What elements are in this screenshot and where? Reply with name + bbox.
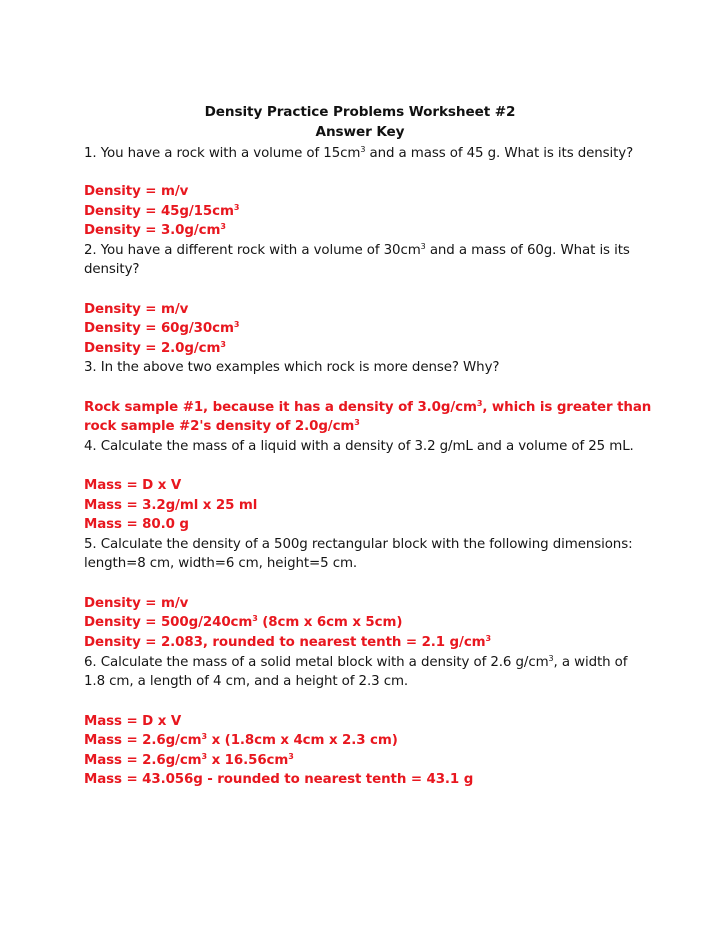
question-line: length=8 cm, width=6 cm, height=5 cm. [84,556,358,571]
answer-line: rock sample #2's density of $2.0g/cm^3$ [84,418,360,434]
question-line: 3. In the above two examples which rock is more dense? Why? [84,360,500,375]
question-line: density? [84,262,140,277]
answer-line: Mass = $2.6g/cm^3$ x (1.8cm x 4cm x 2.3 cm) [84,732,398,748]
answer-line: Density = m/v [84,184,189,199]
question-line: 5. Calculate the density of a 500g rectangular block with the following dimensions: [84,537,633,552]
answer-line: Density = m/v [84,596,189,611]
question-line: 2. You have a different rock with a volume of $30cm^3$ and a mass of 60g. What is its [84,242,630,258]
question-line: 1. You have a rock with a volume of $15cm^3$ and a mass of 45 g. What is its density? [84,145,634,161]
page-title: Density Practice Problems Worksheet #2 [204,104,516,120]
answer-line: Density = $500g/240cm^3$ (8cm x 6cm x 5cm) [84,614,403,630]
answer-line: Density = $45g/15cm^3$ [84,203,240,219]
answer-line: Mass = $2.6g/cm^3$ x $16.56cm^3$ [84,752,294,768]
answer-line: Rock sample #1, because it has a density of $3.0g/cm^3$, which is greater than [84,399,652,415]
question-line: 4. Calculate the mass of a liquid with a density of 3.2 g/mL and a volume of 25 mL. [84,439,634,454]
answer-line: Mass = 3.2g/ml x 25 ml [84,498,258,513]
answer-line: Mass = 80.0 g [84,517,189,532]
answer-line: Density = m/v [84,302,189,317]
answer-line: Mass = 43.056g - rounded to nearest tenth = 43.1 g [84,772,474,787]
page-subtitle: Answer Key [315,124,405,140]
answer-line: Mass = D x V [84,714,182,729]
answer-line: Mass = D x V [84,478,182,493]
answer-line: Density = $60g/30cm^3$ [84,320,240,336]
answer-line: Density = 2.083, rounded to nearest tenth = 2.1 $g/cm^3$ [84,634,491,650]
answer-line: Density = $2.0g/cm^3$ [84,340,226,356]
answer-line: Density = $3.0g/cm^3$ [84,222,226,238]
question-line: 6. Calculate the mass of a solid metal block with a density of 2.6 $g/cm^3$, a width of [84,654,628,670]
question-line: 1.8 cm, a length of 4 cm, and a height of 2.3 cm. [84,674,409,689]
